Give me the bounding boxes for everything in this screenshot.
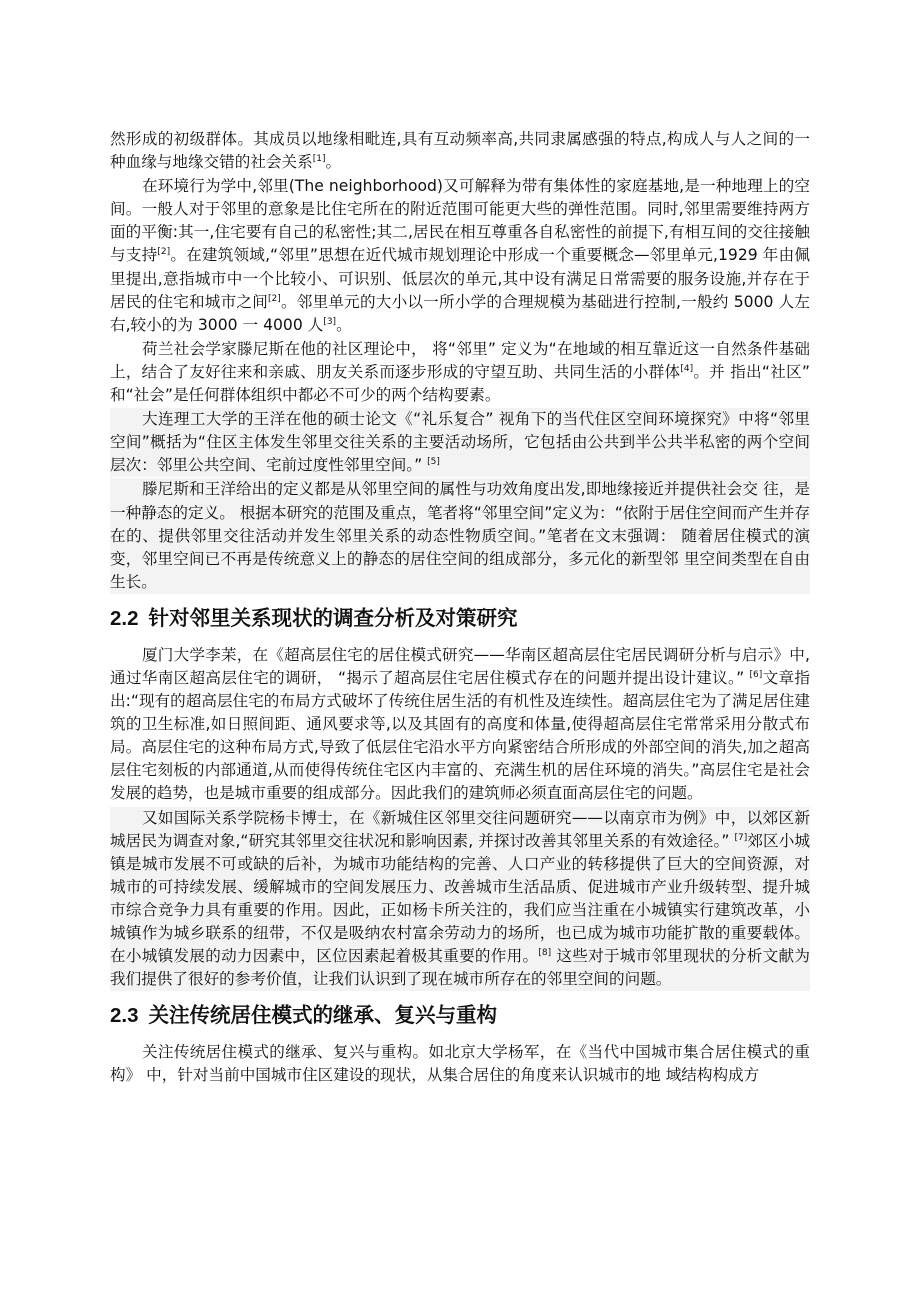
section-number: 2.2 (110, 606, 139, 630)
paragraph: 滕尼斯和王洋给出的定义都是从邻里空间的属性与功效角度出发,即地缘接近并提供社会交 往，是一种静态的定义。 根据本研究的范围及重点，笔者将“邻里空间”定义为：“依附于居住空间而产生并存在的、提供邻里交往活动并发生邻里关系的动态性物质空间。”笔者在文末强调： 随着居住模式的演变，邻里空间已不再是传统意义上的静态的居住空间的组成部分，多元化的新型邻 里空间类型在自由生长。 (110, 478, 810, 593)
section-heading (110, 1000, 810, 1031)
section-title: 针对邻里关系现状的调查分析及对策研究 (148, 605, 518, 630)
paragraph: 荷兰社会学家滕尼斯在他的社区理论中， 将“邻里” 定义为“在地域的相互靠近这一自然条件基础上，结合了友好往来和亲戚、朋友关系而逐步形成的守望互助、共同生活的小群体[4]。并 指出“社区” 和“社会”是任何群体组织中都必不可少的两个结构要素。 (110, 339, 810, 405)
section-title: 关注传统居住模式的继承、复兴与重构 (148, 1003, 497, 1028)
paragraph: 在环境行为学中,邻里(The neighborhood)又可解释为带有集体性的家庭基地,是一种地理上的空间。一般人对于邻里的意象是比住宅所在的附近范围可能更大些的弹性范围。同时,邻里需要维持两方面的平衡:其一,住宅要有自己的私密性;其二,居民在相互尊重各自私密性的前提下,有相互间的交往接触与支持[2]。在建筑领域,“邻里”思想在近代城市规划理论中形成一个重要概念—邻里单元,1929 年由佩里提出,意指城市中一个比较小、可识别、低层次的单元,其中设有满足日常需要的服务设施,并存在于居民的住宅和城市之间[2]。邻里单元的大小以一所小学的合理规模为基础进行控制,一般约 5000 人左右,较小的为 3000 一 4000 人[3]。 (110, 177, 810, 334)
paragraph: 厦门大学李苿，在《超高层住宅的居住模式研究——华南区超高层住宅居民调研分析与启示》中,通过华南区超高层住宅的调研， “揭示了超高层住宅居住模式存在的问题并提出设计建议。” [6]文章指出:“现有的超高层住宅的布局方式破坏了传统住居生活的有机性及连续性。超高层住宅为了满足居住建筑的卫生标准,如日照间距、通风要求等,以及其固有的高度和体量,使得超高层住宅常常采用分散式布局。高层住宅的这种布局方式,导致了低层住宅沿水平方向紧密结合所形成的外部空间的消失,加之超高层住宅刻板的内部通道,从而使得传统住宅区内丰富的、充满生机的居住环境的消失。”高层住宅是社会发展的趋势，也是城市重要的组成部分。因此我们的建筑师必须直面高层住宅的问题。 (110, 645, 810, 803)
paragraph: 大连理工大学的王洋在他的硕士论文《“礼乐复合” 视角下的当代住区空间环境探究》中将“邻里空间”概括为“住区主体发生邻里交往关系的主要活动场所，它包括由公共到半公共半私密的两个空间层次：邻里公共空间、宅前过度性邻里空间。” [5] (110, 408, 810, 477)
section-heading (110, 603, 810, 634)
paragraph: 关注传统居住模式的继承、复兴与重构。如北京大学杨军，在《当代中国城市集合居住模式的重构》 中，针对当前中国城市住区建设的现状，从集合居住的角度来认识城市的地 域结构构成方 (110, 1043, 810, 1085)
section-number: 2.3 (110, 1004, 139, 1028)
paragraph: 又如国际关系学院杨卡博士，在《新城住区邻里交往问题研究——以南京市为例》中，以郊区新城居民为调查对象,“研究其邻里交往状况和影响因素, 并探讨改善其邻里关系的有效途径。” [7]郊区小城镇是城市发展不可或缺的后补，为城市功能结构的完善、人口产业的转移提供了巨大的空间资源，对城市的可持续发展、缓解城市的空间发展压力、改善城市生活品质、促进城市产业升级转型、提升城市综合竞争力具有重要的作用。因此，正如杨卡所关注的，我们应当注重在小城镇实行建筑改革，小城镇作为城乡联系的纽带，不仅是吸纳农村富余劳动力的场所，也已成为城市功能扩散的重要载体。在小城镇发展的动力因素中，区位因素起着极其重要的作用。[8] 这些对于城市邻里现状的分析文献为我们提供了很好的参考价值，让我们认识到了现在城市所存在的邻里空间的问题。 (110, 807, 810, 992)
paragraph: 然形成的初级群体。其成员以地缘相毗连,具有互动频率高,共同隶属感强的特点,构成人与人之间的一种血缘与地缘交错的社会关系[1]。 (110, 130, 810, 172)
